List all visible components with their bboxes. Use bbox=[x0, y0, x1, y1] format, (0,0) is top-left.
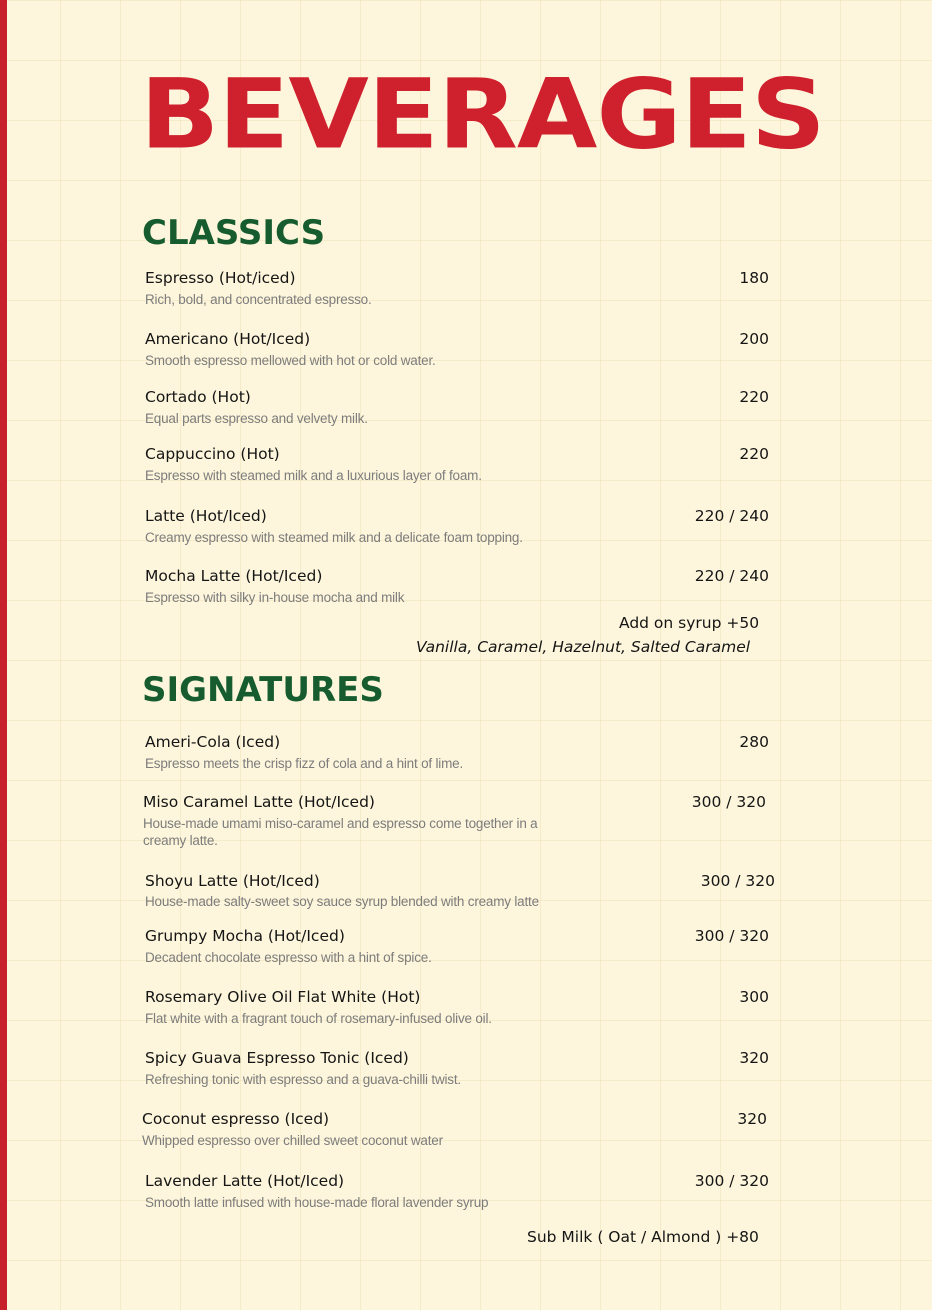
syrup-addon-note: Add on syrup +50 bbox=[619, 614, 760, 632]
menu-item-mocha-latte bbox=[145, 566, 785, 618]
item-price: 220 / 240 bbox=[694, 507, 769, 525]
menu-item-spicy-guava-tonic bbox=[145, 1048, 785, 1100]
item-name: Latte (Hot/Iced) bbox=[145, 507, 267, 525]
page-title: BEVERAGES bbox=[140, 57, 825, 171]
item-name: Cappuccino (Hot) bbox=[145, 445, 280, 463]
item-name: Espresso (Hot/iced) bbox=[145, 269, 296, 287]
item-name: Miso Caramel Latte (Hot/Iced) bbox=[143, 793, 375, 811]
menu-item-latte bbox=[145, 506, 785, 558]
menu-item-ameri-cola bbox=[145, 732, 785, 784]
syrup-options: Vanilla, Caramel, Hazelnut, Salted Caramel bbox=[416, 638, 751, 656]
section-title-classics: CLASSICS bbox=[142, 213, 326, 253]
item-description: House-made umami miso-caramel and espresso come together in a creamy latte. bbox=[143, 816, 538, 848]
menu-item-grumpy-mocha bbox=[145, 926, 785, 978]
menu-item-miso-caramel-latte bbox=[143, 792, 783, 848]
item-price: 300 / 320 bbox=[694, 1172, 769, 1190]
menu-item-lavender-latte bbox=[145, 1171, 785, 1223]
item-description: Decadent chocolate espresso with a hint of spice. bbox=[145, 950, 432, 965]
item-description: Flat white with a fragrant touch of rosemary-infused olive oil. bbox=[145, 1011, 492, 1026]
item-description: House-made salty-sweet soy sauce syrup blended with creamy latte bbox=[145, 894, 539, 909]
item-description: Creamy espresso with steamed milk and a delicate foam topping. bbox=[145, 530, 523, 545]
item-price: 220 / 240 bbox=[694, 567, 769, 585]
menu-item-coconut-espresso bbox=[142, 1109, 782, 1161]
item-name: Grumpy Mocha (Hot/Iced) bbox=[145, 927, 345, 945]
item-price: 300 bbox=[739, 988, 769, 1006]
item-price: 220 bbox=[739, 388, 769, 406]
menu-item-cortado bbox=[145, 387, 785, 439]
item-name: Americano (Hot/Iced) bbox=[145, 330, 311, 348]
item-price: 300 / 320 bbox=[691, 793, 766, 811]
menu-item-cappuccino bbox=[145, 444, 785, 496]
item-price: 320 bbox=[737, 1110, 767, 1128]
item-description: Refreshing tonic with espresso and a guava-chilli twist. bbox=[145, 1072, 461, 1087]
item-name: Ameri-Cola (Iced) bbox=[145, 733, 281, 751]
item-description: Smooth latte infused with house-made floral lavender syrup bbox=[145, 1195, 489, 1210]
item-description: Equal parts espresso and velvety milk. bbox=[145, 411, 368, 426]
menu-item-shoyu-latte bbox=[145, 871, 785, 923]
item-name: Lavender Latte (Hot/Iced) bbox=[145, 1172, 345, 1190]
item-description: Rich, bold, and concentrated espresso. bbox=[145, 292, 372, 307]
item-price: 220 bbox=[739, 445, 769, 463]
item-price: 200 bbox=[739, 330, 769, 348]
item-price: 320 bbox=[739, 1049, 769, 1067]
item-name: Spicy Guava Espresso Tonic (Iced) bbox=[145, 1049, 409, 1067]
item-description: Espresso with silky in-house mocha and milk bbox=[145, 590, 405, 605]
item-price: 280 bbox=[739, 733, 769, 751]
left-accent-bar bbox=[0, 0, 7, 1310]
menu-item-espresso bbox=[145, 268, 785, 320]
sub-milk-addon-note: Sub Milk ( Oat / Almond ) +80 bbox=[527, 1228, 759, 1246]
menu-item-rosemary-flat-white bbox=[145, 987, 785, 1039]
section-title-signatures: SIGNATURES bbox=[142, 670, 384, 710]
item-price: 300 / 320 bbox=[694, 927, 769, 945]
item-price: 180 bbox=[739, 269, 769, 287]
item-name: Mocha Latte (Hot/Iced) bbox=[145, 567, 323, 585]
item-description: Espresso with steamed milk and a luxurious layer of foam. bbox=[145, 468, 482, 483]
item-price: 300 / 320 bbox=[700, 872, 775, 890]
item-name: Shoyu Latte (Hot/Iced) bbox=[145, 872, 320, 890]
item-name: Rosemary Olive Oil Flat White (Hot) bbox=[145, 988, 421, 1006]
item-name: Coconut espresso (Iced) bbox=[142, 1110, 330, 1128]
menu-item-americano bbox=[145, 329, 785, 381]
item-description: Espresso meets the crisp fizz of cola and a hint of lime. bbox=[145, 756, 463, 771]
item-name: Cortado (Hot) bbox=[145, 388, 251, 406]
item-description: Smooth espresso mellowed with hot or cold water. bbox=[145, 353, 436, 368]
item-description: Whipped espresso over chilled sweet coconut water bbox=[142, 1133, 443, 1148]
